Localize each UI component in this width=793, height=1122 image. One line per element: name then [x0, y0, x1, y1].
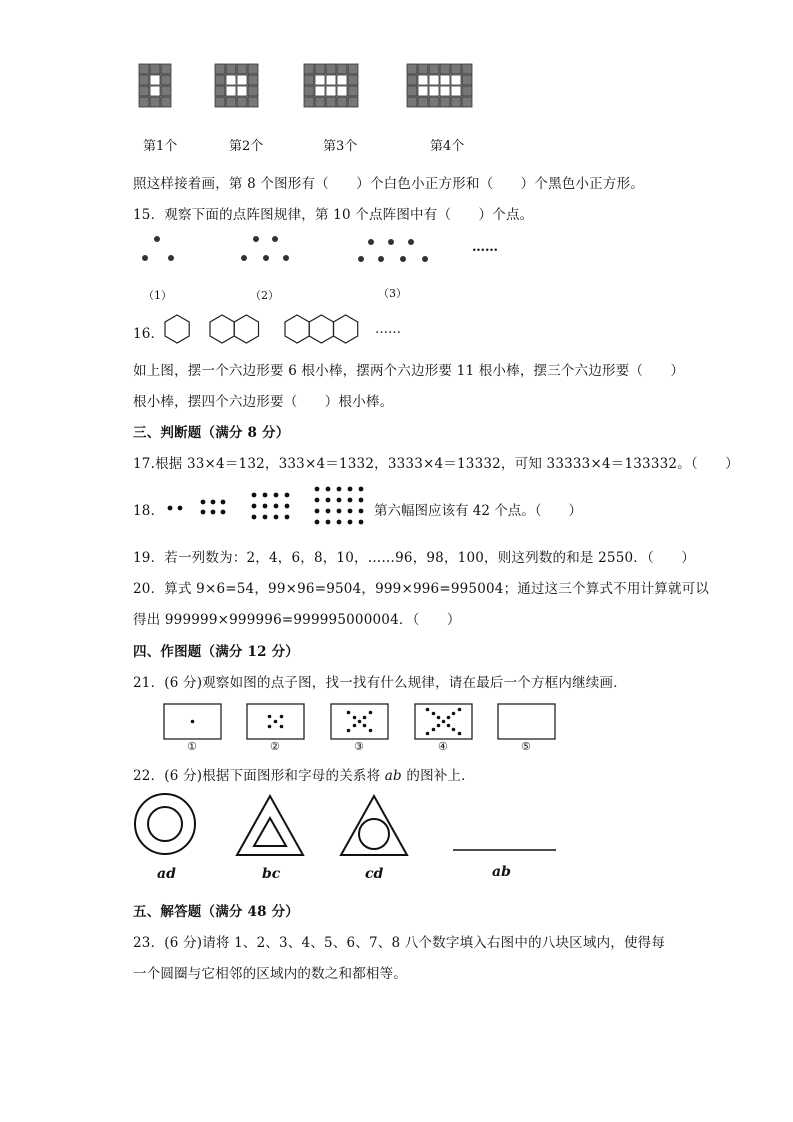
hexagon	[285, 315, 309, 343]
dot	[442, 720, 446, 724]
black-square	[348, 97, 358, 107]
dot	[211, 510, 216, 515]
dot	[408, 239, 414, 245]
dot	[358, 256, 364, 262]
black-square	[315, 97, 325, 107]
black-square	[315, 64, 325, 74]
black-square	[451, 97, 461, 107]
black-square	[418, 97, 428, 107]
dot	[447, 724, 451, 728]
dot	[142, 255, 148, 261]
white-square	[440, 75, 450, 85]
black-square	[161, 64, 171, 74]
q16-text-2: 根小棒，摆四个六边形要（ ）根小棒。	[133, 394, 394, 410]
dot	[326, 498, 331, 503]
dot	[252, 504, 257, 509]
white-square	[451, 86, 461, 96]
dot	[315, 520, 320, 525]
q17-text: 17.根据 33×4＝132，333×4＝1332，3333×4＝13332，可知 33333×4＝133332。（ ）	[133, 456, 739, 472]
black-square	[304, 75, 314, 85]
hexagon	[234, 315, 258, 343]
black-square	[161, 75, 171, 85]
dot	[452, 712, 456, 716]
black-square	[407, 86, 417, 96]
dot	[359, 509, 364, 514]
black-square	[215, 97, 225, 107]
dot	[201, 500, 206, 505]
dot	[426, 732, 430, 736]
black-square	[150, 97, 160, 107]
black-square	[150, 64, 160, 74]
black-square	[248, 97, 258, 107]
dot	[201, 510, 206, 515]
q22-figures	[0, 790, 793, 860]
black-square	[462, 97, 472, 107]
white-square	[315, 75, 325, 85]
white-square	[237, 86, 247, 96]
black-square	[248, 86, 258, 96]
dot	[388, 239, 394, 245]
inner-triangle	[254, 818, 286, 846]
dot	[263, 515, 268, 520]
q14-caption-2: 第2个	[229, 139, 264, 154]
dot	[348, 498, 353, 503]
black-square	[462, 86, 472, 96]
triangle	[341, 796, 407, 855]
black-square	[161, 86, 171, 96]
dot	[368, 239, 374, 245]
q20-text-2: 得出 999999×999996=999995000004．（ ）	[133, 612, 461, 628]
black-square	[226, 97, 236, 107]
dot	[347, 729, 351, 733]
q21-label-2: ②	[270, 740, 280, 753]
dot	[272, 236, 278, 242]
q15-label-3: （3）	[378, 287, 407, 300]
hexagon	[334, 315, 358, 343]
black-square	[326, 64, 336, 74]
dot	[274, 493, 279, 498]
black-square	[429, 97, 439, 107]
q21-label-1: ①	[187, 740, 197, 753]
dot	[263, 255, 269, 261]
hexagon	[210, 315, 234, 343]
white-square	[337, 86, 347, 96]
dot	[363, 724, 367, 728]
black-square	[139, 97, 149, 107]
q15-ellipsis: ……	[472, 240, 498, 255]
white-square	[440, 86, 450, 96]
black-square	[248, 75, 258, 85]
q14-caption-1: 第1个	[143, 139, 178, 154]
dot	[263, 504, 268, 509]
dot	[315, 487, 320, 492]
black-square	[440, 97, 450, 107]
dot	[447, 716, 451, 720]
black-square	[139, 75, 149, 85]
dot-box	[498, 704, 555, 739]
dot	[168, 255, 174, 261]
section-3-title: 三、判断题（满分 8 分）	[133, 425, 290, 441]
q22-text	[133, 764, 475, 784]
q18-number: 18．	[133, 503, 165, 519]
dot	[426, 708, 430, 712]
dot	[358, 720, 362, 724]
black-square	[440, 64, 450, 74]
dot	[337, 520, 342, 525]
white-square	[418, 75, 428, 85]
dot	[315, 498, 320, 503]
q21-dot-boxes	[0, 700, 793, 755]
white-square	[418, 86, 428, 96]
dot	[211, 500, 216, 505]
black-square	[139, 64, 149, 74]
white-square	[451, 75, 461, 85]
dot	[432, 712, 436, 716]
dot	[241, 255, 247, 261]
dot	[285, 504, 290, 509]
black-square	[237, 64, 247, 74]
q15-text: 15．观察下面的点阵图规律，第 10 个点阵图中有（ ）个点。	[133, 207, 534, 223]
dot	[285, 515, 290, 520]
black-square	[326, 97, 336, 107]
dot	[337, 509, 342, 514]
white-square	[429, 75, 439, 85]
q22-label-cd: cd	[365, 866, 384, 882]
white-square	[226, 75, 236, 85]
q22-text-post: 的图补上．	[401, 768, 475, 784]
dot	[283, 255, 289, 261]
q21-label-3: ③	[354, 740, 364, 753]
q22-label-ab: ab	[492, 864, 511, 880]
black-square	[348, 86, 358, 96]
dot	[268, 725, 272, 729]
white-square	[326, 75, 336, 85]
black-square	[215, 86, 225, 96]
dot	[437, 724, 441, 728]
black-square	[348, 64, 358, 74]
dot	[359, 487, 364, 492]
dot	[378, 256, 384, 262]
black-square	[418, 64, 428, 74]
black-square	[462, 64, 472, 74]
hexagon	[165, 315, 189, 343]
dot	[369, 711, 373, 715]
q16-number: 16．	[133, 326, 165, 342]
dot	[337, 487, 342, 492]
dot	[458, 732, 462, 736]
dot	[280, 725, 284, 729]
dot	[348, 520, 353, 525]
inner-circle	[148, 807, 182, 841]
dot	[422, 256, 428, 262]
q14-caption-3: 第3个	[323, 139, 358, 154]
dot	[337, 498, 342, 503]
q16-text-1: 如上图，摆一个六边形要 6 根小棒，摆两个六边形要 11 根小棒，摆三个六边形要（ ）	[133, 363, 685, 379]
dot	[437, 716, 441, 720]
black-square	[304, 86, 314, 96]
dot	[326, 509, 331, 514]
black-square	[337, 64, 347, 74]
dot	[253, 236, 259, 242]
white-square	[429, 86, 439, 96]
black-square	[429, 64, 439, 74]
white-square	[150, 86, 160, 96]
section-5-title: 五、解答题（满分 48 分）	[133, 904, 299, 920]
dot	[191, 720, 195, 724]
outer-circle	[135, 794, 195, 854]
dot	[252, 493, 257, 498]
black-square	[337, 97, 347, 107]
black-square	[215, 75, 225, 85]
q14-text: 照这样接着画，第 8 个图形有（ ）个白色小正方形和（ ）个黑色小正方形。	[133, 176, 644, 192]
q20-text-1: 20．算式 9×6=54，99×96=9504，999×996=995004；通过这三个算式不用计算就可以	[133, 581, 710, 597]
white-square	[337, 75, 347, 85]
white-square	[150, 75, 160, 85]
dot	[452, 728, 456, 732]
q21-label-5: ⑤	[521, 740, 531, 753]
dot	[280, 715, 284, 719]
section-4-title: 四、作图题（满分 12 分）	[133, 644, 299, 660]
white-square	[237, 75, 247, 85]
dot	[274, 515, 279, 520]
dot	[285, 493, 290, 498]
q16-ellipsis: ……	[375, 322, 401, 337]
dot	[221, 510, 226, 515]
white-square	[226, 86, 236, 96]
dot	[359, 498, 364, 503]
dot	[252, 515, 257, 520]
dot	[326, 487, 331, 492]
black-square	[215, 64, 225, 74]
black-square	[407, 97, 417, 107]
dot	[353, 724, 357, 728]
black-square	[161, 97, 171, 107]
q15-dot-patterns	[0, 230, 793, 280]
q18-text: 第六幅图应该有 42 个点。（ ）	[374, 503, 583, 519]
dot	[154, 236, 160, 242]
dot	[263, 493, 268, 498]
q22-label-bc: bc	[262, 866, 281, 882]
q21-label-4: ④	[438, 740, 448, 753]
q14-figures	[0, 0, 793, 130]
white-square	[315, 86, 325, 96]
black-square	[451, 64, 461, 74]
dot	[268, 715, 272, 719]
black-square	[407, 64, 417, 74]
q15-label-2: （2）	[250, 289, 279, 302]
dot	[363, 716, 367, 720]
dot	[347, 711, 351, 715]
q19-text: 19．若一列数为：2，4，6，8，10，……96，98，100，则这列数的和是 2550．（ ）	[133, 550, 696, 566]
black-square	[462, 75, 472, 85]
dot	[168, 506, 173, 511]
white-square	[326, 86, 336, 96]
dot	[274, 504, 279, 509]
dot	[353, 716, 357, 720]
black-square	[304, 64, 314, 74]
q22-label-ad: ad	[157, 866, 176, 882]
black-square	[304, 97, 314, 107]
dot	[400, 256, 406, 262]
black-square	[348, 75, 358, 85]
black-square	[407, 75, 417, 85]
dot	[432, 728, 436, 732]
dot	[359, 520, 364, 525]
q23-text-1: 23．(6 分)请将 1、2、3、4、5、6、7、8 八个数字填入右图中的八块区域内，使得每	[133, 935, 666, 951]
circle-in-triangle	[359, 819, 389, 849]
black-square	[139, 86, 149, 96]
dot	[221, 500, 226, 505]
q22-text-pre: 22．(6 分)根据下面图形和字母的关系将	[133, 768, 385, 784]
black-square	[248, 64, 258, 74]
black-square	[237, 97, 247, 107]
q15-label-1: （1）	[143, 289, 172, 302]
dot	[458, 708, 462, 712]
dot	[315, 509, 320, 514]
q23-text-2: 一个圆圈与它相邻的区域内的数之和都相等。	[133, 966, 407, 982]
q21-text: 21．(6 分)观察如图的点子图，找一找有什么规律，请在最后一个方框内继续画．	[133, 675, 627, 691]
dot	[178, 506, 183, 511]
dot	[274, 720, 278, 724]
dot	[348, 509, 353, 514]
q14-caption-4: 第4个	[430, 139, 465, 154]
dot	[369, 729, 373, 733]
dot	[326, 520, 331, 525]
hexagon	[309, 315, 333, 343]
dot	[348, 487, 353, 492]
black-square	[226, 64, 236, 74]
q22-text-var: ab	[384, 768, 402, 784]
